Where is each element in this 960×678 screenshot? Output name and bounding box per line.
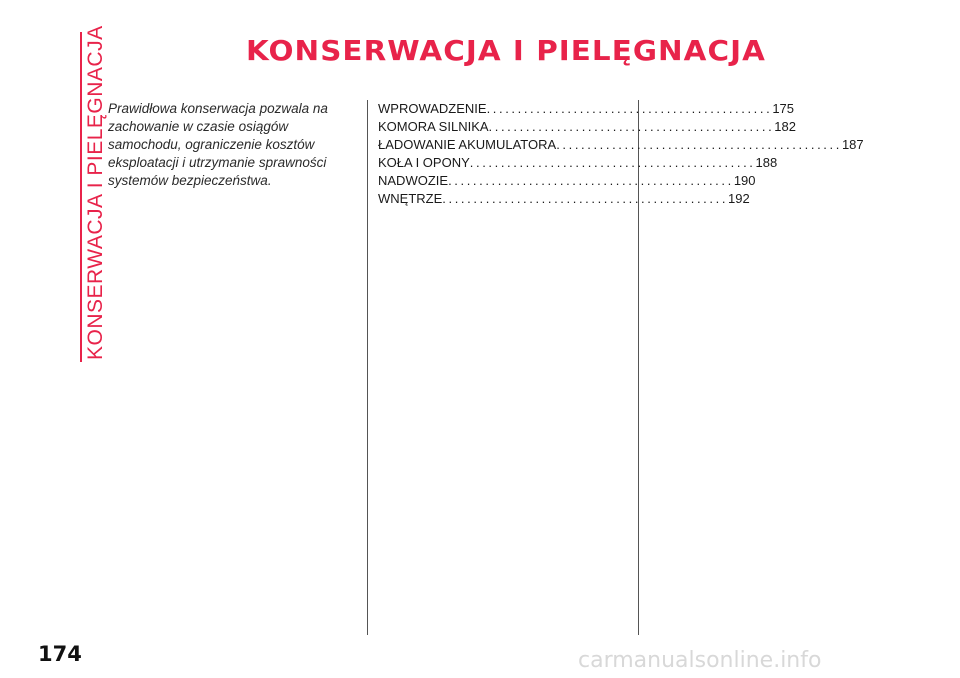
toc-leader-dots: .............................................. xyxy=(488,119,775,134)
toc-entry-page: 190 xyxy=(733,173,756,188)
toc-entry-page: 188 xyxy=(755,155,778,170)
toc-leader-dots: .............................................. xyxy=(486,101,773,116)
page-number: 174 xyxy=(38,642,82,666)
watermark: carmanualsonline.info xyxy=(578,648,822,673)
intro-paragraph: Prawidłowa konserwacja pozwala na zachowanie w czasie osiągów samochodu, ograniczenie kosztów eksploatacji i utrzymanie sprawności systemów bezpieczeństwa. xyxy=(108,101,328,188)
toc-entry-label: WNĘTRZE xyxy=(378,191,443,206)
toc-entry-interior[interactable] xyxy=(378,190,750,208)
toc-entry-page: 187 xyxy=(841,137,864,152)
toc-entry-label: KOMORA SILNIKA xyxy=(378,119,489,134)
toc-entry-label: NADWOZIE xyxy=(378,173,449,188)
column-divider-left xyxy=(367,100,368,635)
toc-leader-dots: .............................................. xyxy=(556,137,842,152)
toc-leader-dots: .............................................. xyxy=(442,191,729,206)
toc-entry-page: 175 xyxy=(772,101,795,116)
toc-entry-battery-charging[interactable] xyxy=(378,136,864,154)
toc-entry-bodywork[interactable] xyxy=(378,172,756,190)
table-of-contents xyxy=(378,100,864,208)
toc-entry-page: 182 xyxy=(774,119,796,134)
toc-entry-label: KOŁA I OPONY xyxy=(378,155,470,170)
toc-entry-label: ŁADOWANIE AKUMULATORA xyxy=(378,137,557,152)
toc-entry-page: 192 xyxy=(728,191,750,206)
sidebar-accent-line xyxy=(80,32,82,362)
toc-entry-engine-compartment[interactable] xyxy=(378,118,796,136)
chapter-title: KONSERWACJA I PIELĘGNACJA xyxy=(246,34,766,67)
sidebar-section-title: KONSERWACJA I PIELĘGNACJA xyxy=(84,25,107,360)
toc-entry-wheels-and-tyres[interactable] xyxy=(378,154,778,172)
toc-entry-introduction[interactable] xyxy=(378,100,795,118)
toc-leader-dots: .............................................. xyxy=(469,155,756,170)
toc-entry-label: WPROWADZENIE xyxy=(378,101,487,116)
toc-leader-dots: .............................................. xyxy=(448,173,734,188)
